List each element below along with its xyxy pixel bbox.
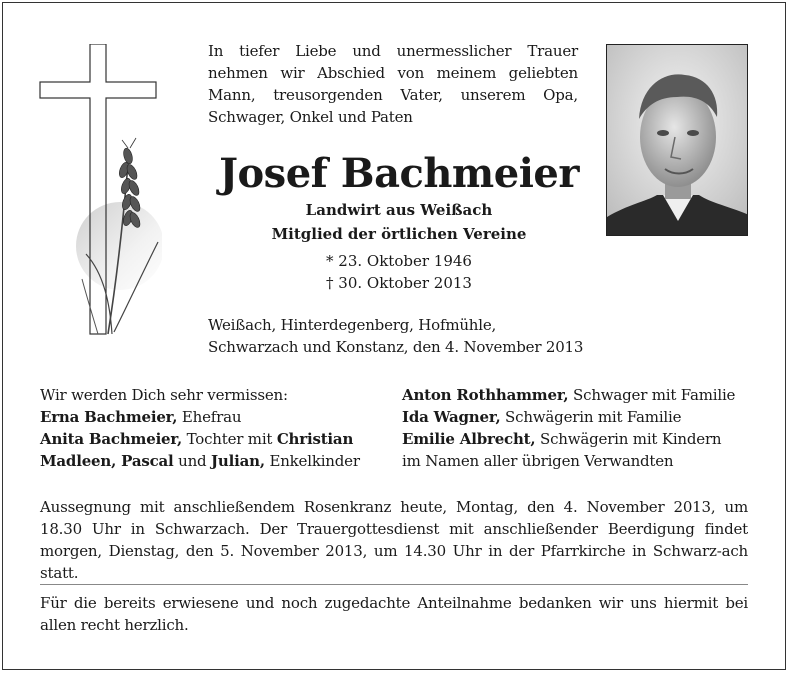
intro-text: In tiefer Liebe und unermesslicher Trauer nehmen wir Abschied von meinem geliebten Mann, treusorgenden Vater, unserem Opa, Schwager, Onkel und Paten	[208, 42, 578, 126]
mourners-intro: Wir werden Dich sehr vermissen:	[40, 386, 288, 404]
birth-date: * 23. Oktober 1946	[326, 252, 472, 270]
mourner-row	[40, 406, 400, 428]
life-dates	[200, 250, 598, 294]
cross-icon	[38, 44, 162, 344]
mourner-relation: Schwägerin mit Familie	[500, 408, 682, 426]
mourner-row: im Namen aller übrigen Verwandten	[402, 452, 674, 470]
mourner-name: Madleen, Pascal	[40, 452, 174, 470]
mourner-row	[402, 406, 762, 428]
occupation: Landwirt aus Weißach	[305, 201, 493, 219]
divider	[40, 584, 748, 585]
mourner-relation: Ehefrau	[177, 408, 242, 426]
death-date: † 30. Oktober 2013	[326, 274, 472, 292]
service-details: Aussegnung mit anschließendem Rosenkranz heute, Montag, den 4. November 2013, um 18.30 Uhr in Schwarzach. Der Trauergottesdienst mit anschließender Beerdigung findet morgen, Dienstag, den 5. November 2013, um 14.30 Uhr in der Pfarrkirche in Schwarz-ach statt.	[40, 498, 748, 582]
mourner-row	[40, 450, 400, 472]
mourner-name: Emilie Albrecht,	[402, 430, 536, 448]
deceased-name: Josef Bachmeier	[219, 150, 579, 197]
portrait-photo	[606, 44, 748, 236]
portrait-image	[607, 45, 748, 236]
mourners-right	[402, 384, 762, 472]
mourner-name: Anita Bachmeier,	[40, 430, 183, 448]
mourners-left	[40, 384, 400, 472]
mourner-name: Anton Rothhammer,	[402, 386, 569, 404]
mourner-name: Erna Bachmeier,	[40, 408, 178, 426]
place-and-date	[208, 314, 628, 358]
place-line-1: Weißach, Hinterdegenberg, Hofmühle,	[208, 316, 497, 334]
mourner-relation: Enkelkinder	[264, 452, 360, 470]
mourner-connector: und	[173, 452, 212, 470]
mourner-row	[402, 428, 762, 450]
mourner-relation: Schwager mit Familie	[568, 386, 736, 404]
mourner-relation: Schwägerin mit Kindern	[535, 430, 722, 448]
mourner-row	[402, 384, 762, 406]
thanks-text: Für die bereits erwiesene und noch zugedachte Anteilnahme bedanken wir uns hiermit bei allen recht herzlich.	[40, 594, 748, 634]
mourner-name: Julian,	[211, 452, 265, 470]
mourner-name: Ida Wagner,	[402, 408, 501, 426]
place-line-2: Schwarzach und Konstanz, den 4. November 2013	[208, 338, 584, 356]
mourner-row	[40, 428, 400, 450]
mourner-relation: Tochter mit	[182, 430, 277, 448]
deceased-description	[200, 198, 598, 246]
mourner-name: Christian	[276, 430, 354, 448]
membership: Mitglied der örtlichen Vereine	[271, 225, 527, 243]
